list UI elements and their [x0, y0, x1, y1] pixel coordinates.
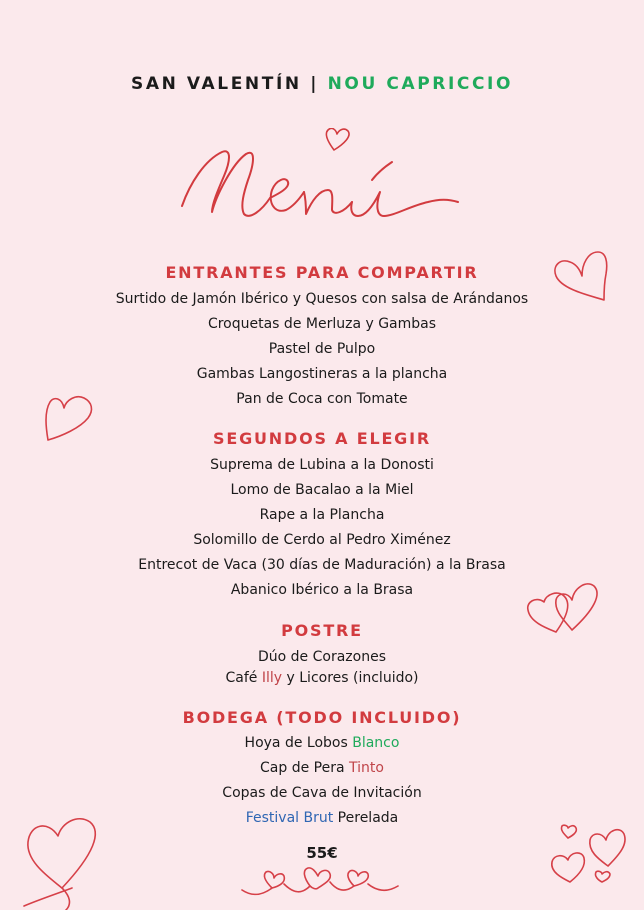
double-heart-icon: [526, 566, 602, 638]
wine-type-highlight: Blanco: [352, 735, 400, 751]
menu-item-text: Hoya de Lobos: [244, 735, 353, 751]
menu-item: Rape a la Plancha: [259, 507, 385, 523]
header-event: SAN VALENTÍN |: [130, 74, 328, 94]
menu-item-text: Perelada: [333, 810, 399, 826]
menu-item: Croquetas de Merluza y Gambas: [207, 316, 437, 332]
hearts-cluster-icon: [548, 824, 628, 888]
menu-item: Gambas Langostineras a la plancha: [196, 366, 448, 382]
price: 55€: [306, 844, 338, 862]
menu-item: Copas de Cava de Invitación: [222, 785, 422, 801]
cava-highlight: Festival Brut: [245, 810, 334, 826]
section-title-postre: POSTRE: [281, 621, 363, 640]
menu-item: Solomillo de Cerdo al Pedro Ximénez: [193, 532, 451, 548]
menu-item-text: Cap de Pera: [260, 760, 350, 776]
header-title: [0, 74, 644, 94]
menu-item: Abanico Ibérico a la Brasa: [230, 582, 414, 598]
menu-item: [0, 760, 644, 776]
section-title-bodega: BODEGA (TODO INCLUIDO): [182, 708, 462, 727]
heart-garland-icon: [240, 868, 400, 908]
heart-outline-icon: [22, 816, 106, 910]
section-title-segundos: SEGUNDOS A ELEGIR: [213, 429, 431, 448]
section-title-entrantes: ENTRANTES PARA COMPARTIR: [165, 263, 479, 282]
menu-item: Entrecot de Vaca (30 días de Maduración) a la Brasa: [138, 557, 506, 573]
brand-highlight: Illy: [261, 670, 283, 686]
menu-script-title: [0, 128, 644, 238]
header-restaurant: NOU CAPRICCIO: [327, 74, 514, 94]
menu-item-text: y Licores (incluido): [282, 670, 419, 686]
menu-item: [0, 670, 644, 686]
menu-item: [0, 735, 644, 751]
menu-item-text: Café: [225, 670, 262, 686]
heart-outline-icon: [552, 250, 612, 306]
menu-item: Dúo de Corazones: [258, 649, 386, 665]
menu-item: Pan de Coca con Tomate: [236, 391, 408, 407]
menu-item: Surtido de Jamón Ibérico y Quesos con salsa de Arándanos: [115, 291, 529, 307]
menu-item: Pastel de Pulpo: [268, 341, 376, 357]
menu-item: Suprema de Lubina a la Donosti: [210, 457, 434, 473]
wine-type-highlight: Tinto: [349, 760, 384, 776]
heart-outline-icon: [44, 392, 100, 446]
menu-item: Lomo de Bacalao a la Miel: [230, 482, 414, 498]
